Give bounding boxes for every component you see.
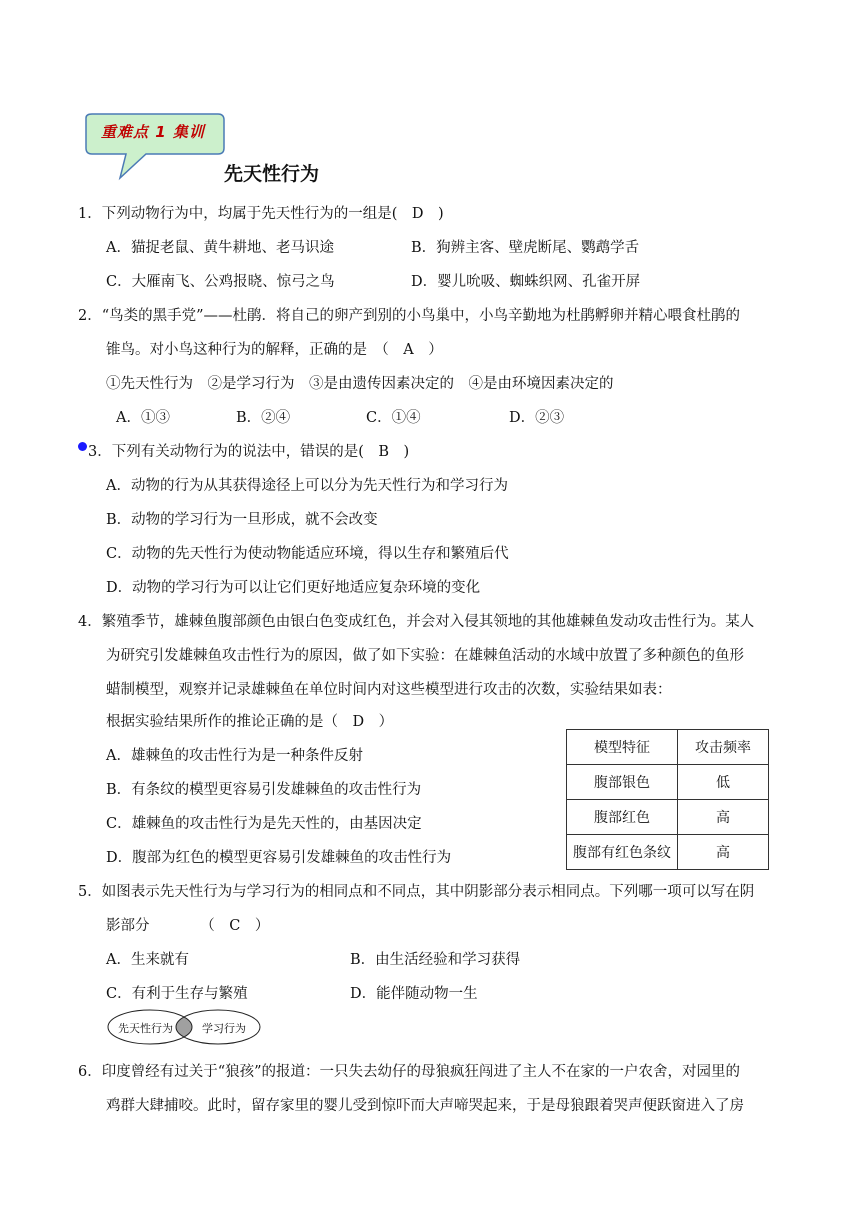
q4-option-c: C．雄棘鱼的攻击性行为是先天性的，由基因决定 xyxy=(106,816,422,832)
table-cell: 腹部红色 xyxy=(567,800,678,835)
q1-option-a: A．猫捉老鼠、黄牛耕地、老马识途 xyxy=(106,240,334,256)
q1-option-b: B．狗辨主客、壁虎断尾、鹦鹉学舌 xyxy=(411,240,640,256)
q4-option-d: D．腹部为红色的模型更容易引发雄棘鱼的攻击性行为 xyxy=(106,850,452,866)
table-cell: 高 xyxy=(678,835,769,870)
q6-stem-line2: 鸡群大肆捕咬。此时，留存家里的婴儿受到惊吓而大声啼哭起来，于是母狼跟着哭声便跃窗进入了房 xyxy=(106,1098,744,1114)
q5-stem-line2: 影部分 （ C ） xyxy=(106,918,270,934)
q2-stem-line2: 锥鸟。对小鸟这种行为的解释，正确的是 （ A ） xyxy=(106,342,443,358)
q2-option-c: C．①④ xyxy=(366,410,421,426)
q5-option-b: B．由生活经验和学习获得 xyxy=(350,952,521,968)
q6-stem-line1: 6．印度曾经有过关于“狼孩”的报道：一只失去幼仔的母狼疯狂闯进了主人不在家的一户农舍，对园里的 xyxy=(78,1064,741,1080)
q4-option-b: B．有条纹的模型更容易引发雄棘鱼的攻击性行为 xyxy=(106,782,422,798)
q3-option-b: B．动物的学习行为一旦形成，就不会改变 xyxy=(106,512,378,528)
table-header-cell: 攻击频率 xyxy=(678,730,769,765)
callout-label: 重难点 1 集训 xyxy=(101,123,205,141)
table-cell: 高 xyxy=(678,800,769,835)
table-row xyxy=(567,800,769,835)
q4-stem-line1: 4．繁殖季节，雄棘鱼腹部颜色由银白色变成红色，并会对入侵其领地的其他雄棘鱼发动攻击性行为。某人 xyxy=(78,614,755,630)
venn-left-label: 先天性行为 xyxy=(118,1022,173,1035)
q2-option-d: D．②③ xyxy=(509,410,565,426)
section-title: 先天性行为 xyxy=(224,163,320,185)
q2-option-b: B．②④ xyxy=(236,410,291,426)
q5-option-c: C．有利于生存与繁殖 xyxy=(106,986,248,1002)
venn-right-label: 学习行为 xyxy=(202,1022,246,1035)
table-row xyxy=(567,835,769,870)
q3-option-a: A．动物的行为从其获得途径上可以分为先天性行为和学习行为 xyxy=(106,478,508,494)
q2-option-a: A．①③ xyxy=(116,410,170,426)
q1-option-c: C．大雁南飞、公鸡报晓、惊弓之鸟 xyxy=(106,274,335,290)
q1-option-d: D．婴儿吮吸、蜘蛛织网、孔雀开屏 xyxy=(411,274,641,290)
q4-option-a: A．雄棘鱼的攻击性行为是一种条件反射 xyxy=(106,748,363,764)
q4-prompt: 根据实验结果所作的推论正确的是（ D ） xyxy=(106,714,394,730)
q4-stem-line2: 为研究引发雄棘鱼攻击性行为的原因，做了如下实验：在雄棘鱼活动的水域中放置了多种颜色的鱼形 xyxy=(106,648,744,664)
q2-statements: ①先天性行为 ②是学习行为 ③是由遗传因素决定的 ④是由环境因素决定的 xyxy=(106,376,614,392)
q5-option-d: D．能伴随动物一生 xyxy=(350,986,478,1002)
table-header-row xyxy=(567,730,769,765)
table-header-cell: 模型特征 xyxy=(567,730,678,765)
q1-stem: 1．下列动物行为中，均属于先天性行为的一组是( D ) xyxy=(78,206,444,222)
q5-stem-line1: 5．如图表示先天性行为与学习行为的相同点和不同点，其中阴影部分表示相同点。下列哪一项可以写在阴 xyxy=(78,884,755,900)
table-cell: 低 xyxy=(678,765,769,800)
q3-stem: 3．下列有关动物行为的说法中，错误的是( B ) xyxy=(88,444,410,460)
table-cell: 腹部有红色条纹 xyxy=(567,835,678,870)
q3-option-c: C．动物的先天性行为使动物能适应环境，得以生存和繁殖后代 xyxy=(106,546,509,562)
table-cell: 腹部银色 xyxy=(567,765,678,800)
q3-option-d: D．动物的学习行为可以让它们更好地适应复杂环境的变化 xyxy=(106,580,481,596)
q2-stem-line1: 2．“鸟类的黑手党”——杜鹃．将自己的卵产到别的小鸟巢中，小鸟辛勤地为杜鹃孵卵并精心喂食杜鹃的 xyxy=(78,308,741,324)
q5-option-a: A．生来就有 xyxy=(106,952,189,968)
table-row xyxy=(567,765,769,800)
experiment-table xyxy=(566,729,769,870)
q4-stem-line3: 蜡制模型，观察并记录雄棘鱼在单位时间内对这些模型进行攻击的次数，实验结果如表： xyxy=(106,682,672,698)
bullet-marker xyxy=(78,442,87,451)
venn-diagram xyxy=(106,1008,262,1046)
